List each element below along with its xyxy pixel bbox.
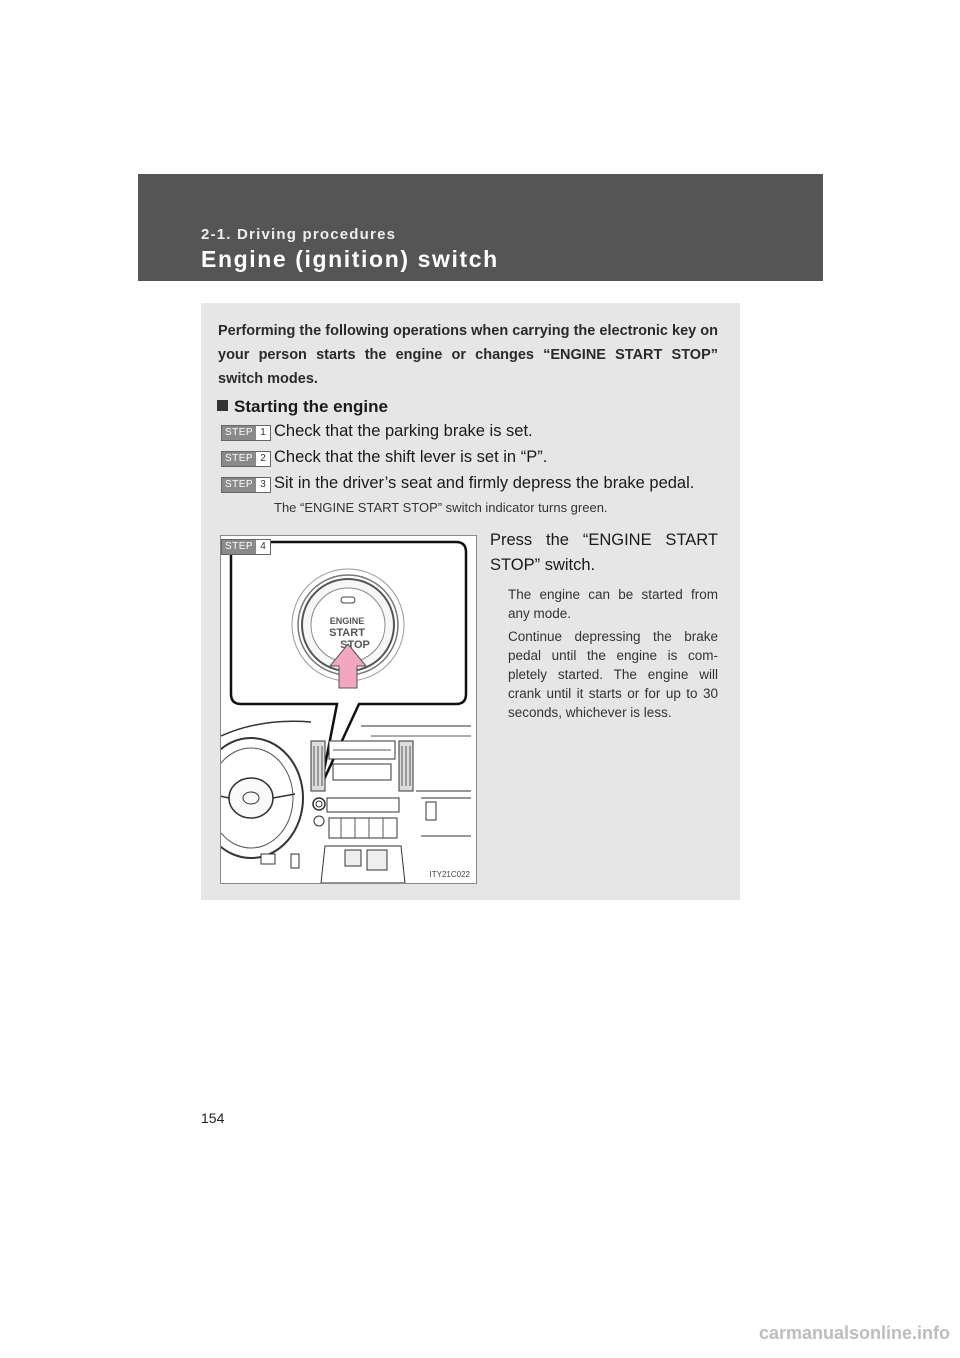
section-label: 2-1. Driving procedures [201,226,397,243]
step-text: Sit in the driver’s seat and firmly depress the brake pedal. [274,474,695,492]
page-number: 154 [201,1110,225,1126]
engine-start-illustration [220,535,477,884]
step-4-note-2: Continue depressing the brake pedal until the engine is com-pletely started. The engine will crank until it starts or for up to 30 seconds, whichever is less. [508,629,718,720]
watermark: carmanualsonline.info [758,1323,950,1343]
subheading-text: Starting the engine [234,397,388,416]
step-text: Check that the parking brake is set. [274,422,533,440]
figure-code: ITY21C022 [429,870,470,879]
button-label-line-3: STOP [340,639,370,651]
button-label-line-2: START [329,627,365,639]
subheading [217,397,388,417]
step-4-text: Press the “ENGINE START STOP” switch. [490,531,718,574]
content-panel [201,303,740,900]
step-text: Check that the shift lever is set in “P”. [274,448,548,466]
step-4-note-1: The engine can be started from any mode. [508,587,718,621]
dashboard-illustration [221,536,476,883]
intro-text: Performing the following operations when carrying the electronic key on your person starts the engine or changes “ENGINE START STOP” switch modes. [218,323,718,387]
step-badge: STEP 4 [221,539,271,555]
button-label-line-1: ENGINE [329,616,365,626]
section-header [138,174,823,281]
page-title: Engine (ignition) switch [201,246,499,272]
step-badge: STEP 1 [221,425,271,441]
step-3-note: The “ENGINE START STOP” switch indicator turns green. [274,500,608,515]
step-badge: STEP 2 [221,451,271,467]
square-bullet-icon [217,400,228,411]
step-badge: STEP 3 [221,477,271,493]
